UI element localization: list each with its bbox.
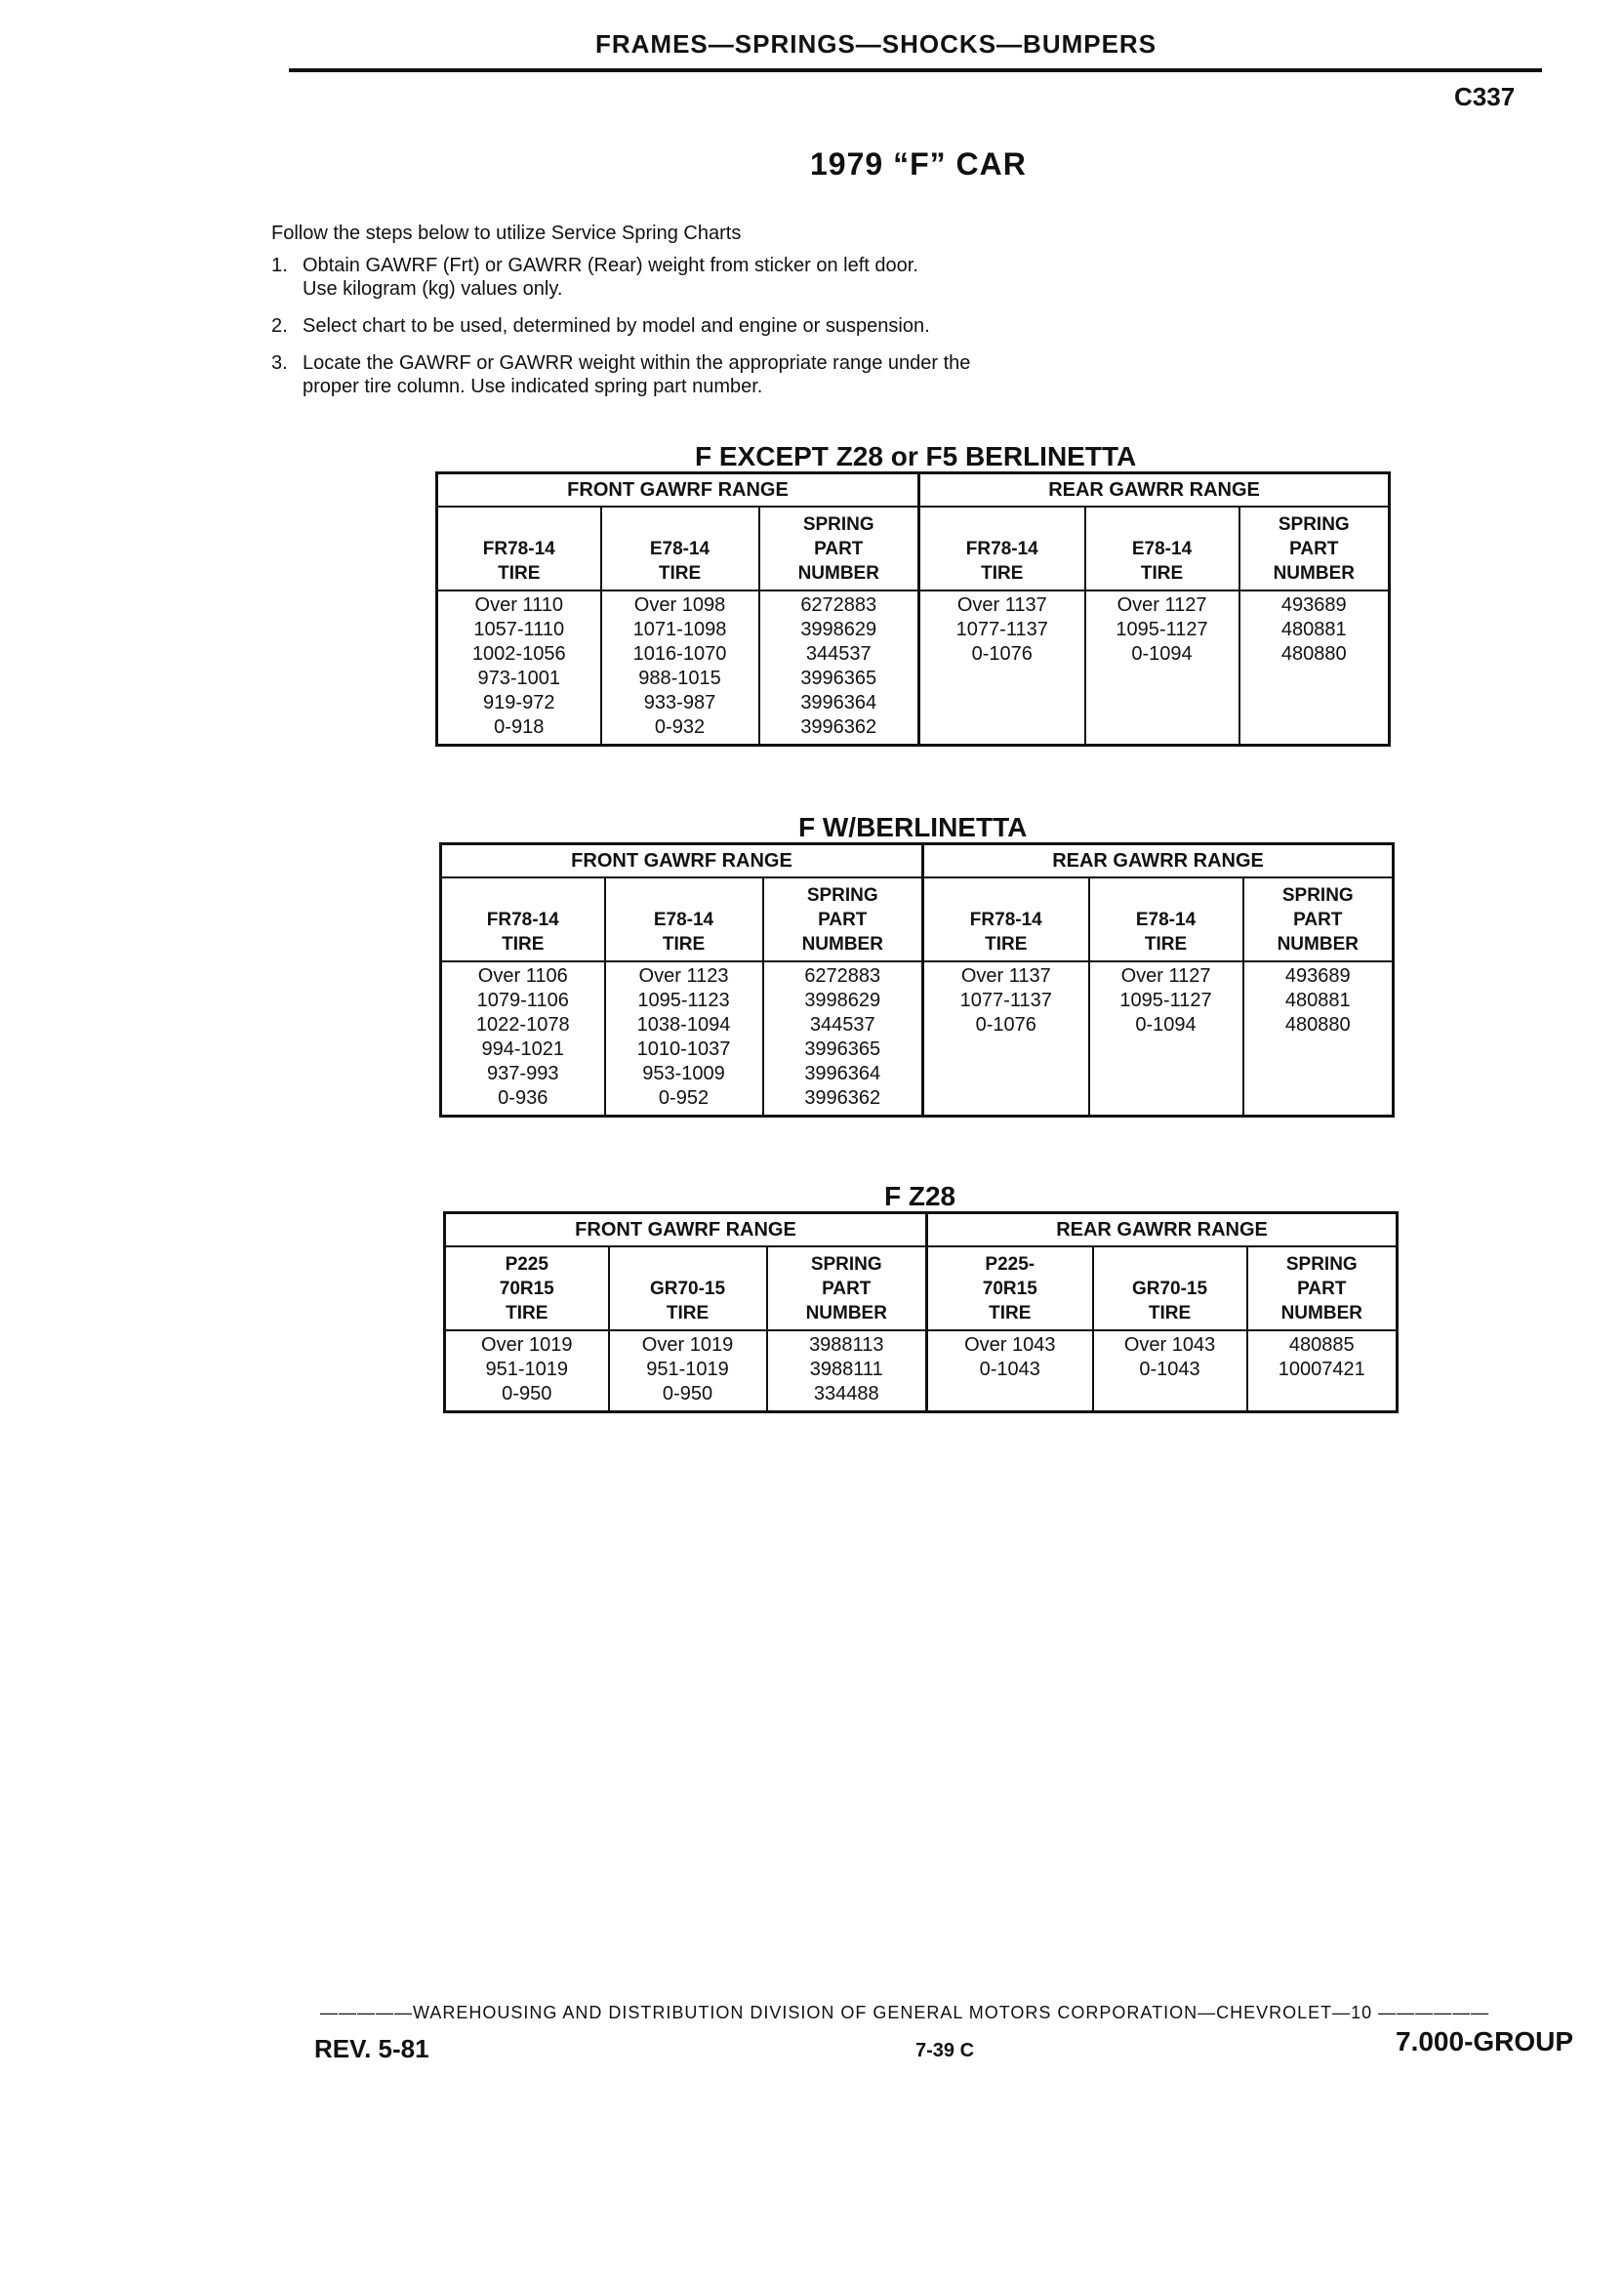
front-tire-2-values: Over 1123 1095-1123 1038-1094 1010-1037 953-1009 0-952	[605, 961, 763, 1117]
spring-chart-table	[443, 1211, 1399, 1413]
step-line: Use kilogram (kg) values only.	[303, 278, 563, 300]
front-tire-2-values: Over 1098 1071-1098 1016-1070 988-1015 933-987 0-932	[601, 590, 759, 746]
step-item	[271, 351, 1150, 398]
step-text	[303, 314, 1150, 338]
spring-chart-table	[435, 471, 1391, 747]
page-number: 7-39 C	[915, 2040, 975, 2061]
step-line: Obtain GAWRF (Frt) or GAWRR (Rear) weight from sticker on left door.	[303, 255, 918, 276]
column-header: FR78-14 TIRE	[437, 507, 601, 590]
step-line: proper tire column. Use indicated spring part number.	[303, 376, 763, 397]
column-header: FR78-14 TIRE	[923, 877, 1089, 961]
rear-tire-1-values: Over 1043 0-1043	[927, 1330, 1093, 1412]
step-item	[271, 314, 1150, 338]
column-header: GR70-15 TIRE	[609, 1246, 767, 1330]
step-number: 2.	[271, 315, 288, 337]
step-line: Locate the GAWRF or GAWRR weight within the appropriate range under the	[303, 352, 971, 374]
column-header: E78-14 TIRE	[1085, 507, 1239, 590]
front-spring-part-numbers: 6272883 3998629 344537 3996365 3996364 3996362	[763, 961, 923, 1117]
column-header: SPRING PART NUMBER	[767, 1246, 927, 1330]
front-tire-1-values: Over 1019 951-1019 0-950	[481, 1334, 573, 1405]
column-header: GR70-15 TIRE	[1093, 1246, 1247, 1330]
steps-list	[271, 254, 1150, 412]
column-header: SPRING PART NUMBER	[759, 507, 919, 590]
page-code: C337	[1454, 82, 1516, 111]
column-header: P225- 70R15 TIRE	[927, 1246, 1093, 1330]
rear-range-heading: REAR GAWRR RANGE	[923, 844, 1394, 878]
group-label: 7.000-GROUP	[1396, 2026, 1574, 2056]
column-header: E78-14 TIRE	[601, 507, 759, 590]
rear-spring-part-numbers: 493689 480881 480880	[1239, 590, 1390, 746]
column-header: FR78-14 TIRE	[441, 877, 605, 961]
front-spring-part-numbers: 3988113 3988111 334488	[767, 1330, 927, 1412]
intro-text: Follow the steps below to utilize Service Spring Charts	[271, 223, 742, 244]
rear-range-heading: REAR GAWRR RANGE	[927, 1213, 1398, 1247]
rear-spring-part-numbers: 480885 10007421	[1247, 1330, 1398, 1412]
front-tire-2-values: Over 1019 951-1019 0-950	[609, 1330, 767, 1412]
step-text	[303, 254, 1150, 301]
column-header: SPRING PART NUMBER	[763, 877, 923, 961]
header-rule	[289, 68, 1542, 72]
footer-publisher-line: —————WAREHOUSING AND DISTRIBUTION DIVISION OF GENERAL MOTORS CORPORATION—CHEVROLET—10 ——————	[320, 2003, 1490, 2022]
front-range-heading: FRONT GAWRF RANGE	[445, 1213, 927, 1247]
column-header: P225 70R15 TIRE	[445, 1246, 609, 1330]
rear-tire-2-values: Over 1127 1095-1127 0-1094	[1085, 590, 1239, 746]
rear-tire-1-values: Over 1137 1077-1137 0-1076	[919, 590, 1085, 746]
chart-title: F Z28	[884, 1181, 956, 1211]
step-line: Select chart to be used, determined by model and engine or suspension.	[303, 315, 930, 337]
chart-title: F W/BERLINETTA	[798, 812, 1028, 842]
column-header: SPRING PART NUMBER	[1239, 507, 1390, 590]
rear-tire-1-values: Over 1137 1077-1137 0-1076	[923, 961, 1089, 1117]
step-item	[271, 254, 1150, 301]
step-text	[303, 351, 1150, 398]
front-tire-1-values: Over 1110 1057-1110 1002-1056 973-1001 919-972 0-918	[471, 594, 566, 738]
chart-title: F EXCEPT Z28 or F5 BERLINETTA	[695, 441, 1137, 471]
rear-range-heading: REAR GAWRR RANGE	[919, 473, 1390, 508]
revision-label: REV. 5-81	[314, 2034, 429, 2063]
rear-tire-2-values: Over 1043 0-1043	[1093, 1330, 1247, 1412]
step-number: 3.	[271, 352, 288, 374]
column-header: E78-14 TIRE	[1089, 877, 1243, 961]
front-spring-part-numbers: 6272883 3998629 344537 3996365 3996364 3996362	[759, 590, 919, 746]
column-header: FR78-14 TIRE	[919, 507, 1085, 590]
step-number: 1.	[271, 255, 288, 276]
document-title: 1979 “F” CAR	[810, 146, 1027, 182]
front-range-heading: FRONT GAWRF RANGE	[437, 473, 919, 508]
column-header: SPRING PART NUMBER	[1243, 877, 1394, 961]
front-range-heading: FRONT GAWRF RANGE	[441, 844, 923, 878]
rear-spring-part-numbers: 493689 480881 480880	[1243, 961, 1394, 1117]
rear-tire-2-values: Over 1127 1095-1127 0-1094	[1089, 961, 1243, 1117]
front-tire-1-values: Over 1106 1079-1106 1022-1078 994-1021 937-993 0-936	[475, 965, 570, 1109]
column-header: SPRING PART NUMBER	[1247, 1246, 1398, 1330]
column-header: E78-14 TIRE	[605, 877, 763, 961]
spring-chart-table	[439, 842, 1395, 1118]
section-title: FRAMES—SPRINGS—SHOCKS—BUMPERS	[595, 29, 1157, 59]
